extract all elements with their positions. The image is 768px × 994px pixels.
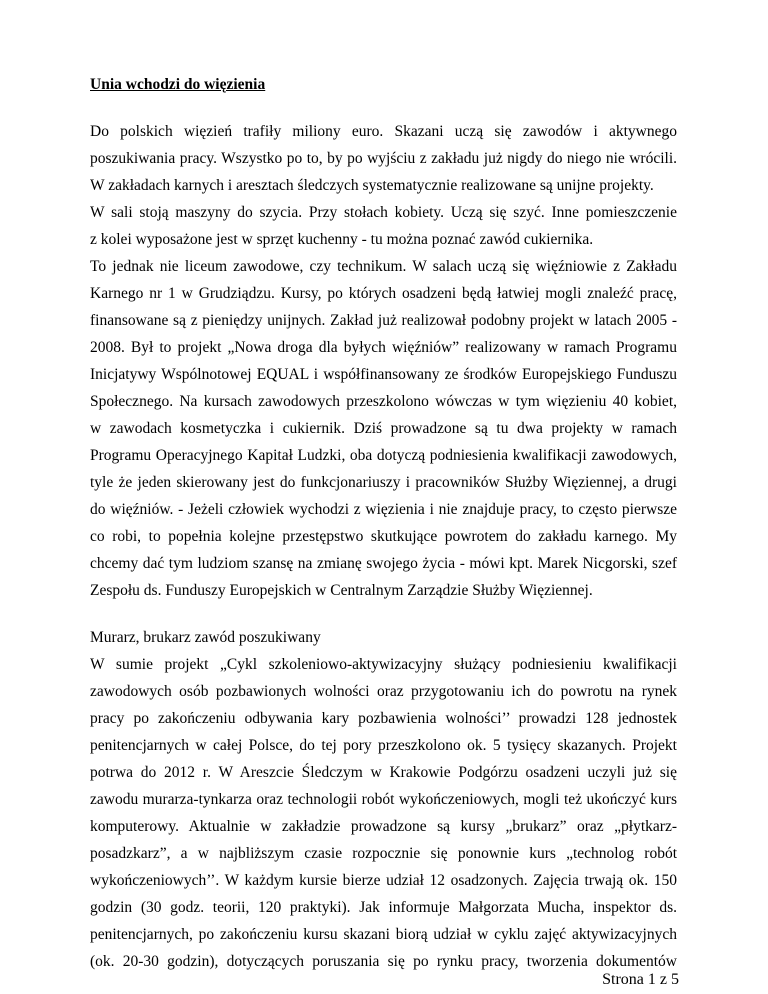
- paragraph-line: z kolei wyposażone jest w sprzęt kuchenny - tu można poznać zawód cukiernika.: [90, 231, 594, 248]
- paragraph-line: finansowane są z pieniędzy unijnych. Zakład już realizował podobny projekt w latach 2005 -: [90, 312, 677, 329]
- paragraph-line: Zespołu ds. Funduszy Europejskich w Centralnym Zarządzie Służby Więziennej.: [90, 582, 593, 599]
- paragraph-line: To jednak nie liceum zawodowe, czy technikum. W salach uczą się więźniowie z Zakładu: [90, 258, 677, 275]
- section-subheading: Murarz, brukarz zawód poszukiwany: [90, 629, 321, 646]
- paragraph-line: poszukiwania pracy. Wszystko po to, by po wyjściu z zakładu już nigdy do niego nie wrócili.: [90, 150, 677, 167]
- paragraph-line: posadzkarz”, a w najbliższym czasie rozpocznie się ponownie kurs „technolog robót: [90, 845, 677, 862]
- paragraph-line: W zakładach karnych i aresztach śledczych systematycznie realizowane są unijne projekty.: [90, 177, 654, 194]
- paragraph-line: penitencjarnych, po zakończeniu kursu skazani biorą udział w cyklu zajęć aktywizacyjnych: [90, 926, 677, 943]
- paragraph-line: wykończeniowych’’. W każdym kursie bierze udział 12 osadzonych. Zajęcia trwają ok. 150: [90, 872, 677, 889]
- paragraph-line: godzin (30 godz. teorii, 120 praktyki). Jak informuje Małgorzata Mucha, inspektor ds.: [90, 899, 677, 916]
- paragraph-line: Do polskich więzień trafiły miliony euro. Skazani uczą się zawodów i aktywnego: [90, 123, 677, 140]
- paragraph-line: zawodu murarza-tynkarza oraz technologii robót wykończeniowych, mogli też ukończyć kurs: [90, 791, 677, 808]
- paragraph-line: Programu Operacyjnego Kapitał Ludzki, oba dotyczą podniesienia kwalifikacji zawodowych,: [90, 447, 677, 464]
- paragraph-line: W sumie projekt „Cykl szkoleniowo-aktywizacyjny służący podniesieniu kwalifikacji: [90, 656, 677, 673]
- paragraph-line: potrwa do 2012 r. W Areszcie Śledczym w Krakowie Podgórzu osadzeni uczyli już się: [90, 764, 677, 781]
- paragraph-line: zawodowych osób pozbawionych wolności oraz przygotowaniu ich do powrotu na rynek: [90, 683, 677, 700]
- paragraph-line: pracy po zakończeniu odbywania kary pozbawienia wolności’’ prowadzi 128 jednostek: [90, 710, 677, 727]
- paragraph-line: 2008. Był to projekt „Nowa droga dla byłych więźniów” realizowany w ramach Programu: [90, 339, 677, 356]
- paragraph-line: penitencjarnych w całej Polsce, do tej pory przeszkolono ok. 5 tysięcy skazanych. Projekt: [90, 737, 677, 754]
- paragraph-line: Inicjatywy Wspólnotowej EQUAL i współfinansowany ze środków Europejskiego Funduszu: [90, 366, 677, 383]
- page-number: Strona 1 z 5: [602, 971, 679, 988]
- paragraph-line: komputerowy. Aktualnie w zakładzie prowadzone są kursy „brukarz” oraz „płytkarz-: [90, 818, 677, 835]
- paragraph-line: (ok. 20-30 godzin), dotyczących poruszania się po rynku pracy, tworzenia dokumentów: [90, 953, 677, 970]
- paragraph-line: tyle że jeden skierowany jest do funkcjonariuszy i pracowników Służby Więziennej, a drugi: [90, 474, 677, 491]
- article-title: Unia wchodzi do więzienia: [90, 76, 266, 93]
- paragraph-line: w zawodach kosmetyczka i cukiernik. Dziś prowadzone są tu dwa projekty w ramach: [90, 420, 677, 437]
- paragraph-line: Karnego nr 1 w Grudziądzu. Kursy, po których osadzeni będą łatwiej mogli znaleźć pracę,: [90, 285, 677, 302]
- paragraph-line: co robi, to popełnia kolejne przestępstwo skutkujące powrotem do zakładu karnego. My: [90, 528, 677, 545]
- paragraph-line: Społecznego. Na kursach zawodowych przeszkolono wówczas w tym więzieniu 40 kobiet,: [90, 393, 677, 410]
- paragraph-line: do więźniów. - Jeżeli człowiek wychodzi z więzienia i nie znajduje pracy, to często pierwsze: [90, 501, 677, 518]
- paragraph-line: W sali stoją maszyny do szycia. Przy stołach kobiety. Uczą się szyć. Inne pomieszczenie: [90, 204, 677, 221]
- paragraph-line: chcemy dać tym ludziom szansę na zmianę swojego życia - mówi kpt. Marek Nicgorski, szef: [90, 555, 677, 572]
